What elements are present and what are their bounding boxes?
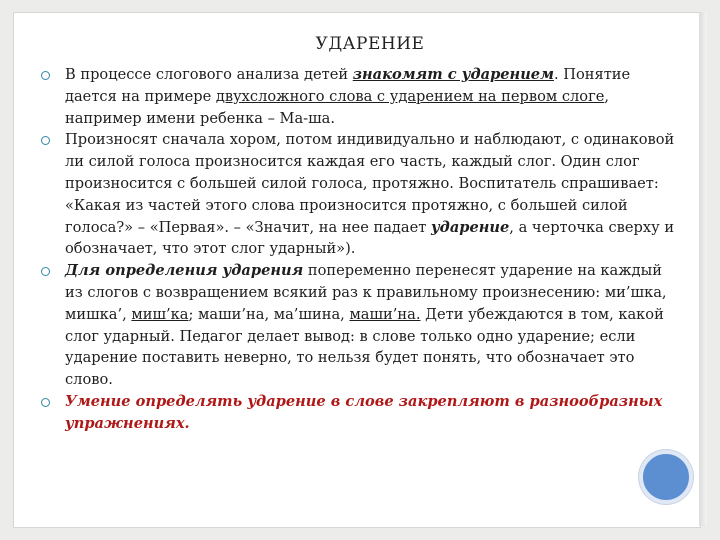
bullet-list	[40, 64, 680, 435]
item-text: , например имени ребенка – Ма-ша.	[65, 87, 609, 127]
right-edge-band	[699, 12, 707, 526]
item-text: В процессе слогового анализа детей	[65, 66, 353, 83]
list-item	[40, 64, 680, 129]
list-item	[40, 260, 680, 391]
circle-bullet-icon	[41, 267, 50, 276]
item-text: Дети убеждаются в том, какой слог ударный. Педагог делает вывод: в слове только одно ударение; если ударение поставить неверно, то нельзя будет понять, что обозначает это слово.	[65, 305, 664, 389]
item-emphasis: знакомят с ударением	[352, 66, 554, 83]
item-emphasis: ударение	[430, 218, 510, 236]
item-underlined: двухсложного слова с ударением на первом слоге	[215, 87, 605, 105]
item-text: . Понятие дается на примере	[65, 66, 631, 105]
item-underlined: миш’ка	[131, 305, 189, 323]
circle-bullet-icon	[41, 71, 50, 80]
list-item	[40, 391, 680, 435]
item-text: попеременно перенесят ударение на каждый из слогов с возвращением всякий раз к правильному произнесению: ми’шка, мишка’,	[65, 262, 667, 323]
circle-bullet-icon	[41, 398, 50, 407]
circle-bullet-icon	[41, 136, 50, 145]
item-text: , а черточка сверху и обозначает, что этот слог ударный»).	[65, 218, 675, 258]
decorative-circle	[639, 450, 693, 504]
item-text: ; маши’на, ма’шина,	[188, 305, 350, 323]
item-conclusion: Умение определять ударение в слове закрепляют в разнообразных упражнениях.	[65, 392, 663, 432]
list-item	[40, 129, 680, 260]
item-underlined: маши’на.	[349, 305, 421, 323]
slide-title: УДАРЕНИЕ	[315, 34, 425, 54]
item-text: Произносят сначала хором, потом индивидуально и наблюдают, с одинаковой ли силой голоса произносится каждая его часть, каждый слог. Один слог произносится с большей силой голоса, протяжно. Воспитатель спрашивает: «Какая из частей этого слова произносится протяжно, с большей силой голоса?» – «Первая». – «Значит, на нее падает	[65, 131, 675, 236]
item-emphasis: Для определения ударения	[65, 262, 304, 280]
